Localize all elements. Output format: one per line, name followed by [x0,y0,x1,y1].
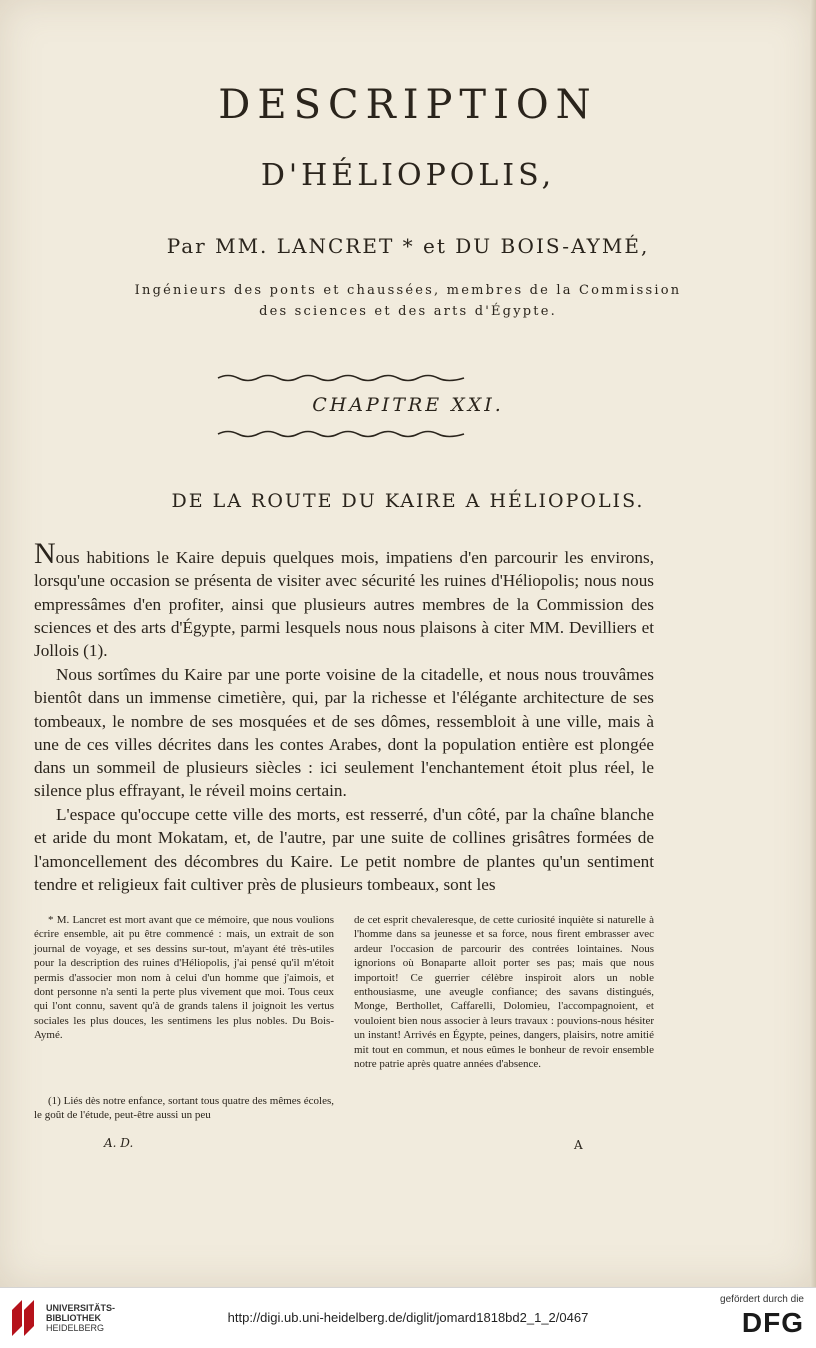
footnote-1-start: (1) Liés dès notre enfance, sortant tous quatre des mêmes écoles, le goût de l'étude, peut-être aussi un peu [34,1095,334,1122]
ornament-rule-top [216,372,466,384]
logo-line-3: HEIDELBERG [46,1323,105,1333]
logo-line-2: BIBLIOTHEK [46,1313,101,1323]
signature-mark: A. D. [104,1136,134,1150]
paragraph-2-text: Nous sortîmes du Kaire par une porte voisine de la citadelle, et nous nous trouvâmes bientôt dans un immense cimetière, qui, par la richesse et l'élégante architecture de ses tombeaux, le nombre de ses mosquées et de ses dômes, ressembloit à une ville, mais à une de ces villes décrites dans les contes Arabes, dont la population entière est plongée dans un sommeil de plusieurs siècles : ici seulement l'enchantement étoit plus réel, le silence plus effrayant, le réveil moins certain. [34,665,654,801]
paragraph-3-text: L'espace qu'occupe cette ville des morts, est resserré, d'un côté, par la chaîne blanche et aride du mont Mokatam, et, de l'autre, par une suite de collines grisâtres formées de l'amoncellement des décombres du Kaire. Le petit nombre de plantes qu'un sentiment tendre et religieux fait cultiver près de plusieurs tombeaux, sont les [34,805,654,894]
permalink-url[interactable]: http://digi.ub.uni-heidelberg.de/diglit/jomard1818bd2_1_2/0467 [227,1310,589,1325]
footnote-1-continued: de cet esprit chevaleresque, de cette curiosité inquiète si naturelle à l'homme dans sa jeunesse et sa force, nous firent embrasser avec ardeur l'occasion de parcourir des contrées lointaines. Nous ignorions où Bonaparte alloit porter ses pas; mais que nous importoit! Ce guerrier célèbre inspiroit alors un noble enthousiasme, une aveugle confiance; des savans distingués, Monge, Berthollet, Caffarelli, Dolomieu, l'accompagnoient, et vouloient bien nous associer à leurs travaux : pouvions-nous hésiter un instant! Arrivés en Égypte, peines, dangers, plaisirs, notre amitié mit tout en commun, et nous eûmes le bonheur de revoir ensemble notre patrie après quatre années d'absence. [354,914,654,1071]
logo-line-1: UNIVERSITÄTS- [46,1303,116,1313]
footnote-left-2 [34,1094,334,1123]
main-title: DESCRIPTION [218,82,598,128]
footnote-right [354,913,654,1071]
dfg-caption: gefördert durch die [720,1294,804,1305]
sheet-signature: A [574,1138,583,1152]
drop-cap: N [34,537,56,570]
footnote-left-1 [34,913,334,1043]
page-edge [810,0,816,1287]
paragraph-2 [34,663,654,803]
chapter-heading: CHAPITRE XXI. [312,394,504,416]
subtitle: D'HÉLIOPOLIS, [260,158,556,193]
ornament-rule-bottom [216,428,466,440]
paragraph-1-text: ous habitions le Kaire depuis quelques mois, impatiens d'en parcourir les environs, lorsqu'une occasion se présenta de visiter avec sécurité les ruines d'Héliopolis; nous nous empressâmes d'en profiter, ainsi que plusieurs autres membres de la Commission des sciences et des arts d'Égypte, parmi lesquels nous nous plaisons à citer MM. Devilliers et Jollois (1). [34,548,654,661]
dfg-logo[interactable]: DFG [741,1307,804,1338]
affiliation-line-2: des sciences et des arts d'Égypte. [259,304,557,319]
affiliation-line-1: Ingénieurs des ponts et chaussées, membres de la Commission [134,283,682,298]
viewer-footer [0,1287,816,1348]
footnote-lancret: * M. Lancret est mort avant que ce mémoire, que nous voulions écrire ensemble, ait pu être commencé : mais, un extrait de son journal de voyage, et ses dessins sur-tout, m'ayant été très-utiles pour la description des ruines d'Héliopolis, j'ai pensé qu'il m'étoit permis d'associer mon nom à celui d'un homme que j'aimois, et dont personne n'a senti la perte plus vivement que moi. Tous ceux qui l'ont connu, savent qu'à de grands talens il joignoit les vertus sociales les plus douces, les sentimens les plus nobles. Du Bois-Aymé. [34,914,334,1042]
paragraph-1 [34,537,654,662]
paragraph-3 [34,803,654,896]
section-heading: DE LA ROUTE DU KAIRE A HÉLIOPOLIS. [171,490,645,512]
authors-line: Par MM. LANCRET * et DU BOIS-AYMÉ, [166,234,650,258]
